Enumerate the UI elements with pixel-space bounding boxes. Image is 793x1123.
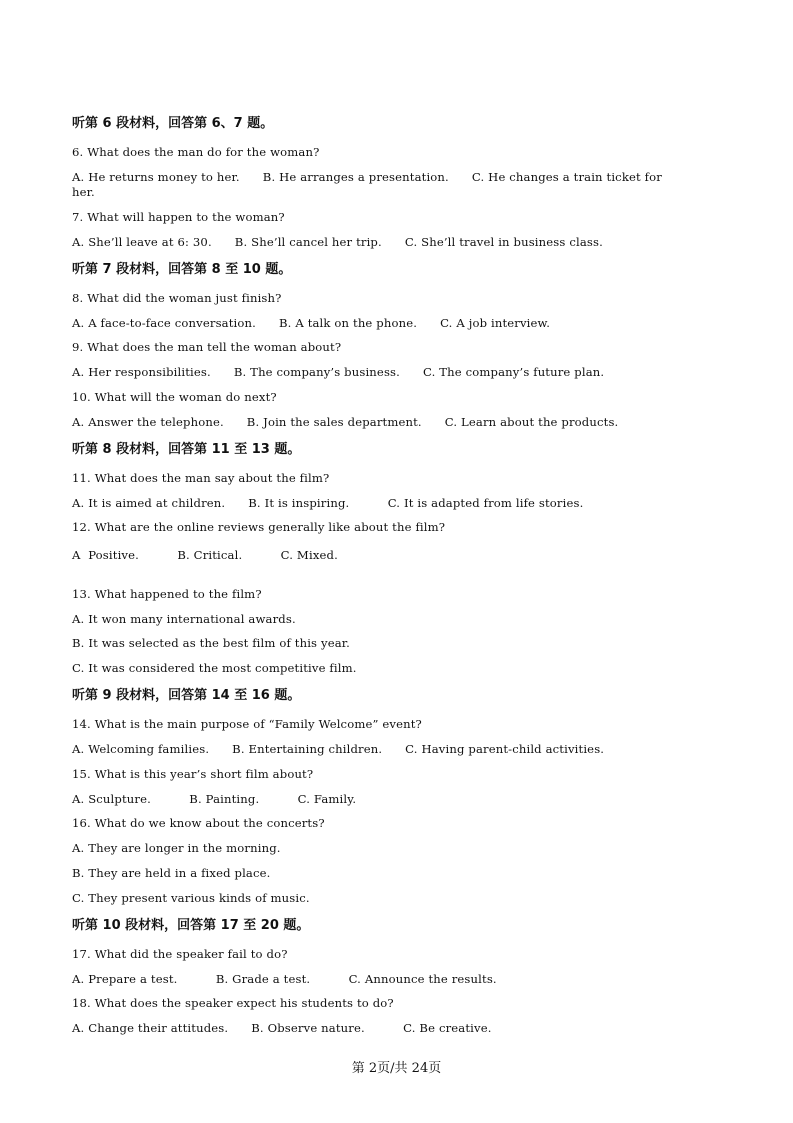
question-line: 16. What do we know about the concerts? [72,816,325,830]
question-line: 11. What does the man say about the film? [72,471,330,485]
question-line: 17. What did the speaker fail to do? [72,947,288,961]
options-line: A. It won many international awards. [72,612,296,626]
options-line: A. Prepare a test. B. Grade a test. C. Announce the results. [72,972,497,986]
section-heading: 听第 8 段材料，回答第 11 至 13 题。 [72,442,301,457]
options-line: A. Sculpture. B. Painting. C. Family. [72,792,357,806]
options-line: A. Welcoming families. B. Entertaining children. C. Having parent-child activities. [72,742,605,756]
options-line: A. They are longer in the morning. [72,841,281,855]
options-line: A. A face-to-face conversation. B. A talk on the phone. C. A job interview. [72,316,551,330]
question-line: 6. What does the man do for the woman? [72,145,320,159]
section-heading: 听第 6 段材料，回答第 6、7 题。 [72,116,274,131]
question-line: 10. What will the woman do next? [72,390,277,404]
question-line: 8. What did the woman just finish? [72,291,282,305]
options-line: C. It was considered the most competitive film. [72,661,357,675]
options-line: A. He returns money to her. B. He arranges a presentation. C. He changes a train ticket for [72,170,662,184]
question-line: 18. What does the speaker expect his students to do? [72,996,394,1010]
options-line: A. Change their attitudes. B. Observe nature. C. Be creative. [72,1021,492,1035]
options-line: her. [72,185,95,199]
section-heading: 听第 7 段材料，回答第 8 至 10 题。 [72,262,292,277]
question-line: 9. What does the man tell the woman about? [72,340,342,354]
options-line: A. Answer the telephone. B. Join the sales department. C. Learn about the products. [72,415,619,429]
question-line: 12. What are the online reviews generally like about the film? [72,520,446,534]
question-line: 14. What is the main purpose of “Family Welcome” event? [72,717,422,731]
options-line: C. They present various kinds of music. [72,891,310,905]
question-line: 13. What happened to the film? [72,587,262,601]
section-heading: 听第 10 段材料，回答第 17 至 20 题。 [72,918,310,933]
options-line: A Positive. B. Critical. C. Mixed. [72,548,338,562]
page-number-footer: 第 2页/共 24页 [351,1061,442,1076]
question-line: 15. What is this year’s short film about? [72,767,314,781]
question-line: 7. What will happen to the woman? [72,210,285,224]
options-line: A. She’ll leave at 6: 30. B. She’ll cancel her trip. C. She’ll travel in business class. [72,235,603,249]
options-line: A. It is aimed at children. B. It is inspiring. C. It is adapted from life stories. [72,496,584,510]
options-line: B. They are held in a fixed place. [72,866,271,880]
options-line: A. Her responsibilities. B. The company’s business. C. The company’s future plan. [72,365,605,379]
options-line: B. It was selected as the best film of this year. [72,636,351,650]
section-heading: 听第 9 段材料，回答第 14 至 16 题。 [72,688,301,703]
